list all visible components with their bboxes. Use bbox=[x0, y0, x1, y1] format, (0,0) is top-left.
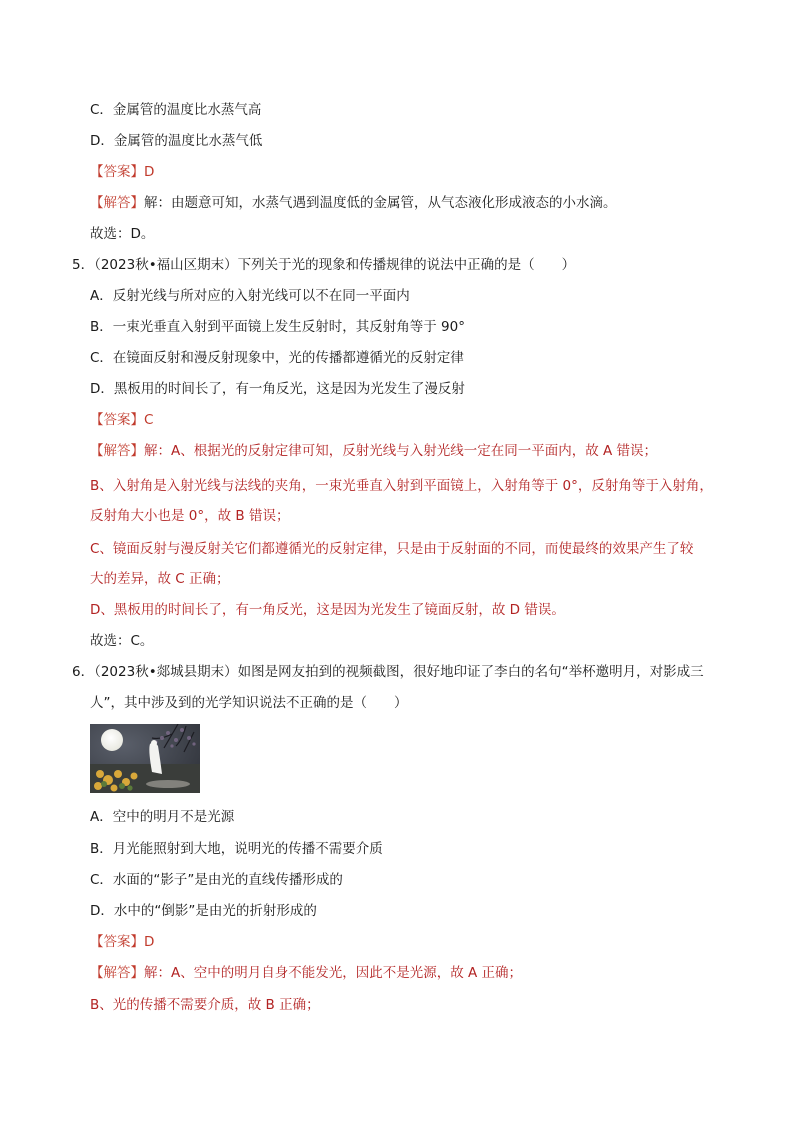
answer-tag: 【答案】 bbox=[90, 164, 144, 180]
answer-value: D bbox=[144, 164, 155, 180]
q5-conclusion: 故选：C。 bbox=[90, 633, 154, 649]
q5-analysis-b2: 反射角大小也是 0°，故 B 错误； bbox=[90, 508, 290, 524]
q6-option-d: D．水中的“倒影”是由光的折射形成的 bbox=[90, 903, 317, 919]
answer-tag: 【答案】 bbox=[90, 934, 144, 950]
analysis-text: 解：由题意可知，水蒸气遇到温度低的金属管，从气态液化形成液态的小水滴。 bbox=[144, 195, 617, 211]
q5-option-d: D．黑板用的时间长了，有一角反光，这是因为光发生了漫反射 bbox=[90, 381, 465, 397]
q4-analysis bbox=[90, 194, 617, 212]
q6-answer bbox=[90, 933, 154, 951]
q5-analysis-c1: C、镜面反射与漫反射关它们都遵循光的反射定律，只是由于反射面的不同，而使最终的效果产生了较 bbox=[90, 541, 694, 557]
q6-stem-line1: 6．（2023秋•郯城县期末）如图是网友拍到的视频截图，很好地印证了李白的名句“举杯邀明月，对影成三 bbox=[72, 664, 704, 680]
q6-option-b: B．月光能照射到大地，说明光的传播不需要介质 bbox=[90, 841, 383, 857]
q6-stem-line2: 人”，其中涉及到的光学知识说法不正确的是（ ） bbox=[90, 695, 408, 711]
q6-analysis-a bbox=[90, 964, 522, 982]
q5-analysis-a bbox=[90, 442, 657, 460]
analysis-text: 解：A、根据光的反射定律可知，反射光线与入射光线一定在同一平面内，故 A 错误； bbox=[144, 443, 658, 459]
q5-option-c: C．在镜面反射和漫反射现象中，光的传播都遵循光的反射定律 bbox=[90, 350, 464, 366]
q5-answer bbox=[90, 411, 153, 429]
q5-option-b: B．一束光垂直入射到平面镜上发生反射时，其反射角等于 90° bbox=[90, 319, 465, 335]
analysis-tag: 【解答】 bbox=[90, 443, 144, 459]
q4-conclusion: 故选：D。 bbox=[90, 226, 155, 242]
q5-analysis-b1: B、入射角是入射光线与法线的夹角，一束光垂直入射到平面镜上，入射角等于 0°，反射角等于入射角， bbox=[90, 478, 713, 494]
q5-stem: 5．（2023秋•福山区期末）下列关于光的现象和传播规律的说法中正确的是（ ） bbox=[72, 257, 576, 273]
answer-value: C bbox=[144, 412, 154, 428]
answer-tag: 【答案】 bbox=[90, 412, 144, 428]
q6-analysis-b: B、光的传播不需要介质，故 B 正确； bbox=[90, 997, 320, 1013]
q6-option-a: A．空中的明月不是光源 bbox=[90, 809, 235, 825]
answer-value: D bbox=[144, 934, 155, 950]
q5-analysis-c2: 大的差异，故 C 正确； bbox=[90, 571, 230, 587]
q4-answer bbox=[90, 163, 154, 181]
q5-analysis-d: D、黑板用的时间长了，有一角反光，这是因为光发生了镜面反射，故 D 错误。 bbox=[90, 602, 565, 618]
q4-option-c: C．金属管的温度比水蒸气高 bbox=[90, 102, 262, 118]
moon-scene-image bbox=[90, 724, 200, 793]
q6-option-c: C．水面的“影子”是由光的直线传播形成的 bbox=[90, 872, 343, 888]
analysis-text: 解：A、空中的明月自身不能发光，因此不是光源，故 A 正确； bbox=[144, 965, 523, 981]
q5-option-a: A．反射光线与所对应的入射光线可以不在同一平面内 bbox=[90, 288, 410, 304]
analysis-tag: 【解答】 bbox=[90, 965, 144, 981]
analysis-tag: 【解答】 bbox=[90, 195, 144, 211]
q4-option-d: D．金属管的温度比水蒸气低 bbox=[90, 133, 263, 149]
